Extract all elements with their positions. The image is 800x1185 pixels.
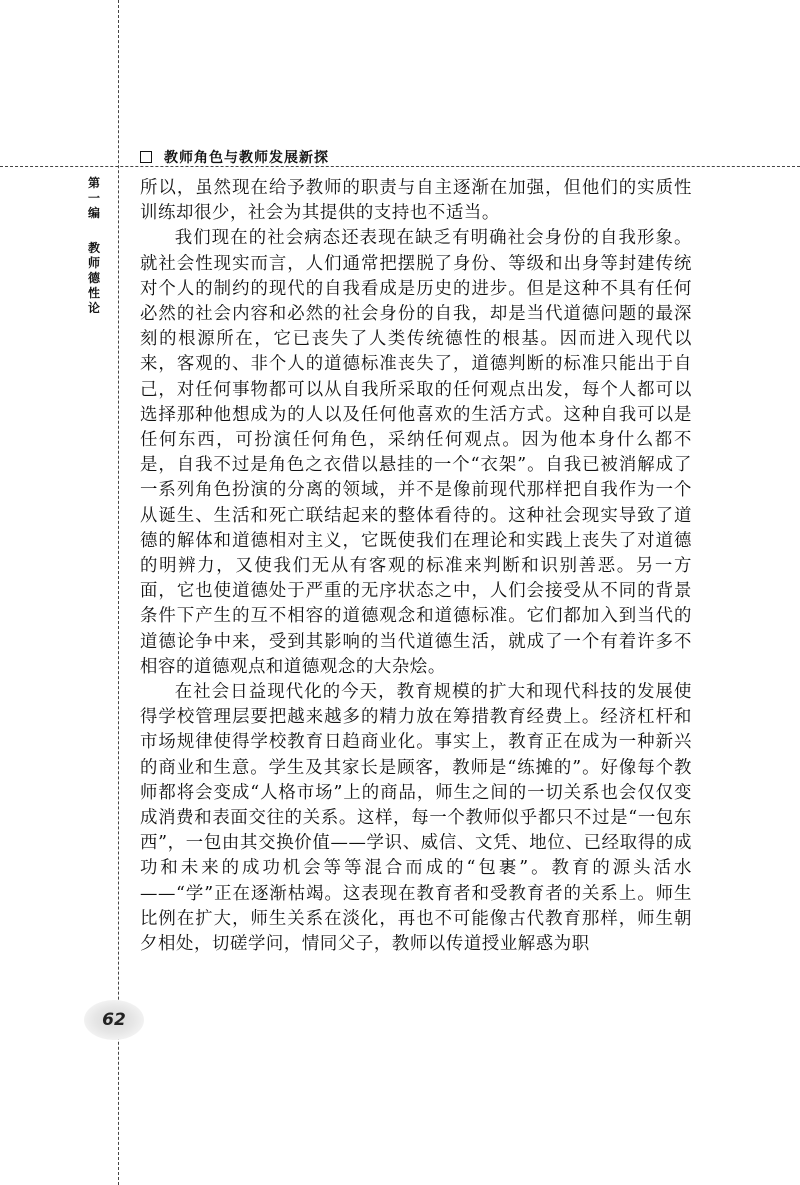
header-title: 教师角色与教师发展新探 [164,150,329,166]
body-text [140,176,692,957]
side-section-label: 教师德性论 [87,241,100,315]
paragraph-2: 我们现在的社会病态还表现在缺乏有明确社会身份的自我形象。就社会性现实而言，人们通常把摆脱了身份、等级和出身等封建传统对个人的制约的现代的自我看成是历史的进步。但是这种不具有任何必然的社会内容和必然的社会身份的自我，却是当代道德问题的最深刻的根源所在，它已丧失了人类传统德性的根基。因而进入现代以来，客观的、非个人的道德标准丧失了，道德判断的标准只能出于自己，对任何事物都可以从自我所采取的任何观点出发，每个人都可以选择那种他想成为的人以及任何他喜欢的生活方式。这种自我可以是任何东西，可扮演任何角色，采纳任何观点。因为他本身什么都不是，自我不过是角色之衣借以悬挂的一个“衣架”。自我已被消解成了一系列角色扮演的分离的领域，并不是像前现代那样把自我作为一个从诞生、生活和死亡联结起来的整体看待的。这种社会现实导致了道德的解体和道德相对主义，它既使我们在理论和实践上丧失了对道德的明辨力，又使我们无从有客观的标准来判断和识别善恶。另一方面，它也使道德处于严重的无序状态之中，人们会接受从不同的背景条件下产生的互不相容的道德观念和道德标准。它们都加入到当代的道德论争中来，受到其影响的当代道德生活，就成了一个有着许多不相容的道德观点和道德观念的大杂烩。 [140,228,692,677]
page-number: 62 [102,1010,126,1030]
header-square-icon [140,151,152,163]
paragraph-3: 在社会日益现代化的今天，教育规模的扩大和现代科技的发展使得学校管理层要把越来越多的精力放在筹措教育经费上。经济杠杆和市场规律使得学校教育日趋商业化。事实上，教育正在成为一种新兴的商业和生意。学生及其家长是顾客，教师是“练摊的”。好像每个教师都将会变成“人格市场”上的商品，师生之间的一切关系也会仅仅变成消费和表面交往的关系。这样，每一个教师似乎都只不过是“一包东西”，一包由其交换价值——学识、威信、文凭、地位、已经取得的成功和未来的成功机会等等混合而成的“包裹”。教育的源头活水——“学”正在逐渐枯竭。这表现在教育者和受教育者的关系上。师生比例在扩大，师生关系在淡化，再也不可能像古代教育那样，师生朝夕相处，切磋学问，情同父子，教师以传道授业解惑为职 [140,682,692,955]
horizontal-crop-line [0,166,800,167]
running-header [140,147,329,167]
paragraph-1: 所以，虽然现在给予教师的职责与自主逐渐在加强，但他们的实质性训练却很少，社会为其提供的支持也不适当。 [140,178,692,224]
page-number-badge [84,1000,144,1040]
side-part-label: 第一编 [87,176,100,220]
side-tab [84,176,104,316]
